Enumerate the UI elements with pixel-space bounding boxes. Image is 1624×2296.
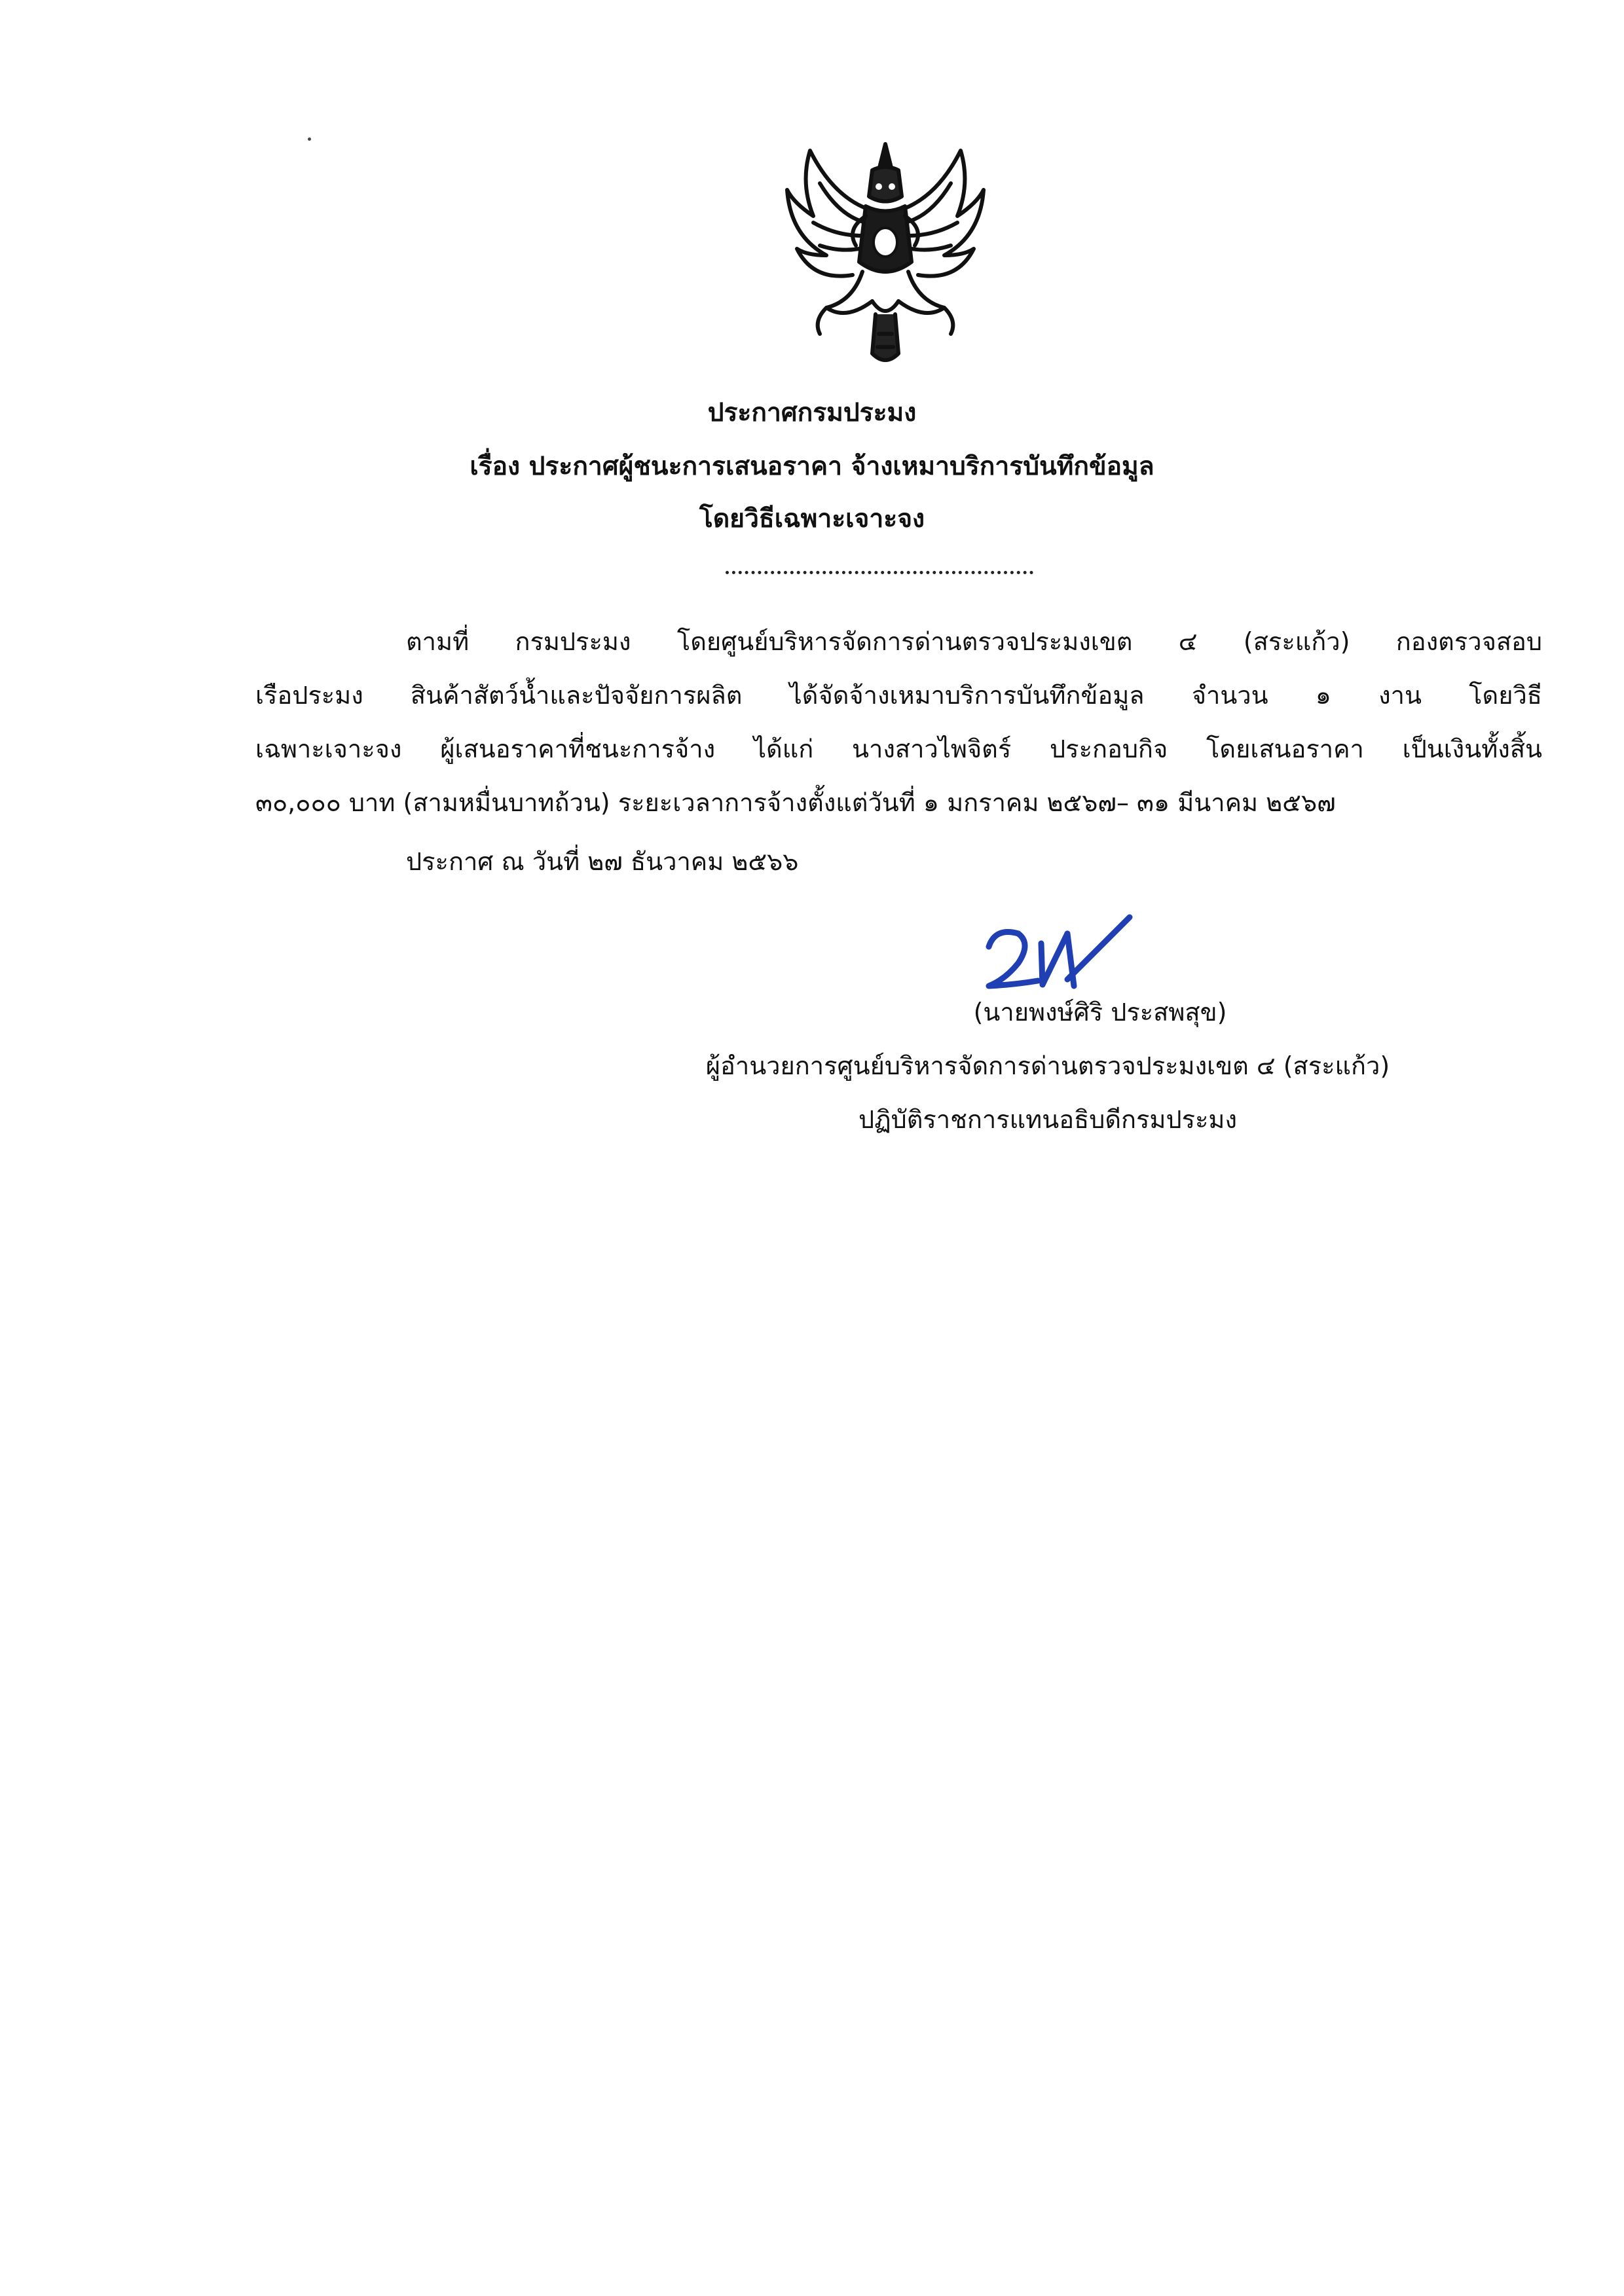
body-line-2: เรือประมง สินค้าสัตว์น้ำและปัจจัยการผลิต ได้จัดจ้างเหมาบริการบันทึกข้อมูล จำนวน ๑ งาน โดยวิธี bbox=[255, 681, 1542, 710]
body-line-3: เฉพาะเจาะจง ผู้เสนอราคาที่ชนะการจ้าง ได้แก่ นางสาวไพจิตร์ ประกอบกิจ โดยเสนอราคา เป็นเงินทั้งสิ้น bbox=[255, 735, 1542, 763]
signatory-name: (นายพงษ์ศิริ ประสพสุข) bbox=[973, 998, 1227, 1027]
announce-date: ประกาศ ณ วันที่ ๒๗ ธันวาคม ๒๕๖๖ bbox=[406, 847, 799, 876]
handwritten-signature-icon bbox=[969, 907, 1139, 1006]
announcement-subject: เรื่อง ประกาศผู้ชนะการเสนอราคา จ้างเหมาบริการบันทึกข้อมูล bbox=[470, 452, 1154, 481]
dotted-separator bbox=[726, 558, 1033, 574]
announcement-method: โดยวิธีเฉพาะเจาะจง bbox=[699, 504, 925, 534]
body-line-4: ๓๐,๐๐๐ บาท (สามหมื่นบาทถ้วน) ระยะเวลาการจ้างตั้งแต่วันที่ ๑ มกราคม ๒๕๖๗– ๓๑ มีนาคม ๒๕๖๗ bbox=[255, 788, 1336, 817]
signatory-acting-for: ปฏิบัติราชการแทนอธิบดีกรมประมง bbox=[858, 1105, 1238, 1134]
stray-dot bbox=[308, 137, 311, 141]
announcement-agency-title: ประกาศกรมประมง bbox=[707, 398, 917, 428]
garuda-emblem-icon bbox=[774, 124, 997, 373]
signatory-position: ผู้อำนวยการศูนย์บริหารจัดการด่านตรวจประมงเขต ๔ (สระแก้ว) bbox=[705, 1051, 1390, 1080]
body-line-1: ตามที่ กรมประมง โดยศูนย์บริหารจัดการด่านตรวจประมงเขต ๔ (สระแก้ว) กองตรวจสอบ bbox=[406, 627, 1542, 656]
